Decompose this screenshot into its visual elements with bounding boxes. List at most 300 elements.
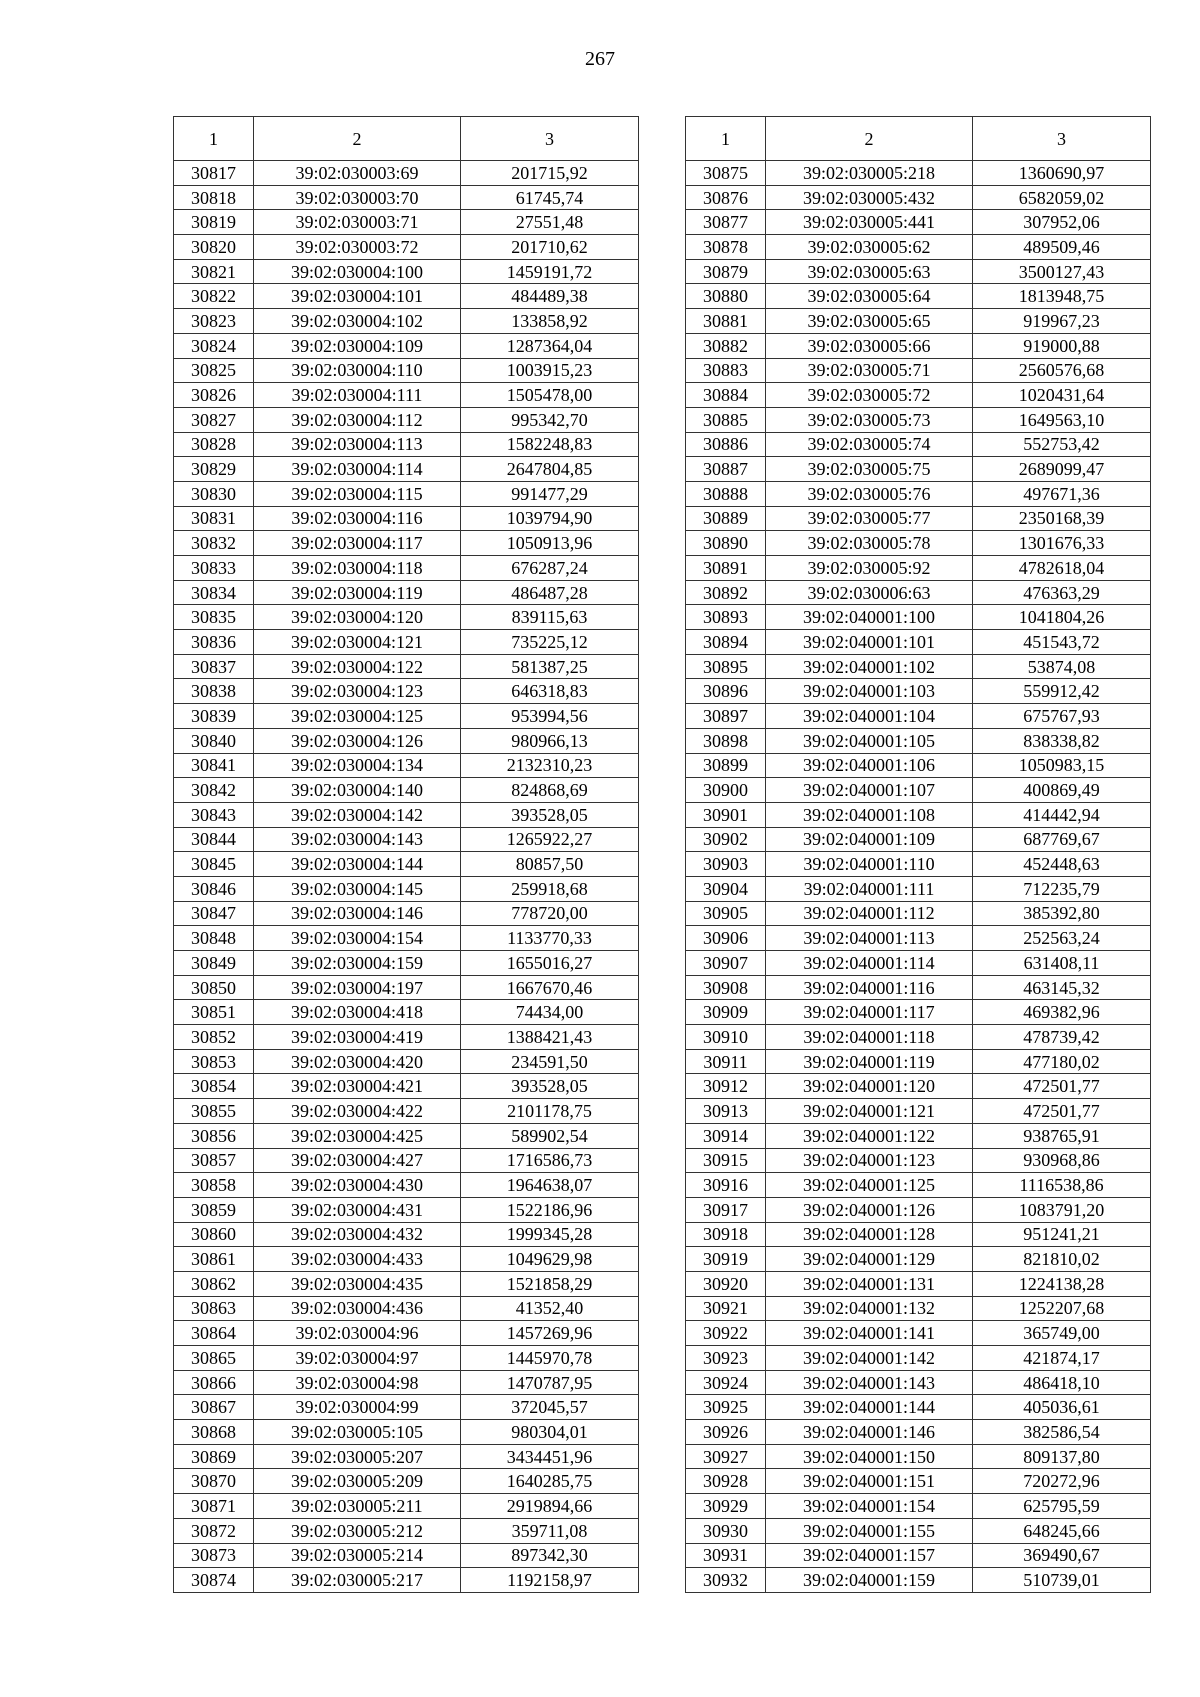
table-row (686, 284, 1151, 309)
value: 41352,40 (461, 1296, 639, 1321)
cadastral-number: 39:02:030004:144 (254, 852, 461, 877)
value: 4782618,04 (973, 556, 1151, 581)
row-number: 30899 (686, 753, 766, 778)
value: 3500127,43 (973, 259, 1151, 284)
cadastral-number: 39:02:040001:114 (766, 951, 973, 976)
row-number: 30905 (686, 901, 766, 926)
cadastral-number: 39:02:030004:97 (254, 1346, 461, 1371)
table-row (174, 1346, 639, 1371)
header-col-1: 1 (686, 117, 766, 161)
cadastral-number: 39:02:030005:432 (766, 185, 973, 210)
row-number: 30894 (686, 630, 766, 655)
value: 1582248,83 (461, 432, 639, 457)
cadastral-number: 39:02:030005:64 (766, 284, 973, 309)
value: 359711,08 (461, 1518, 639, 1543)
table-row (686, 531, 1151, 556)
header-col-3: 3 (973, 117, 1151, 161)
value: 510739,01 (973, 1568, 1151, 1593)
table-row (174, 1123, 639, 1148)
table-row (686, 1370, 1151, 1395)
table-row (174, 1321, 639, 1346)
row-number: 30900 (686, 778, 766, 803)
value: 463145,32 (973, 975, 1151, 1000)
row-number: 30831 (174, 506, 254, 531)
value: 687769,67 (973, 827, 1151, 852)
cadastral-number: 39:02:030005:218 (766, 161, 973, 186)
row-number: 30867 (174, 1395, 254, 1420)
value: 405036,61 (973, 1395, 1151, 1420)
row-number: 30833 (174, 556, 254, 581)
value: 1252207,68 (973, 1296, 1151, 1321)
value: 478739,42 (973, 1025, 1151, 1050)
value: 2647804,85 (461, 457, 639, 482)
row-number: 30897 (686, 704, 766, 729)
cadastral-number: 39:02:030004:421 (254, 1074, 461, 1099)
table-row (686, 630, 1151, 655)
row-number: 30904 (686, 876, 766, 901)
cadastral-number: 39:02:040001:102 (766, 654, 973, 679)
cadastral-number: 39:02:040001:100 (766, 605, 973, 630)
cadastral-number: 39:02:040001:150 (766, 1444, 973, 1469)
cadastral-number: 39:02:030005:76 (766, 481, 973, 506)
table-row (174, 605, 639, 630)
value: 1457269,96 (461, 1321, 639, 1346)
row-number: 30922 (686, 1321, 766, 1346)
table-row (686, 1197, 1151, 1222)
value: 469382,96 (973, 1000, 1151, 1025)
cadastral-number: 39:02:040001:111 (766, 876, 973, 901)
cadastral-number: 39:02:030004:118 (254, 556, 461, 581)
cadastral-number: 39:02:030005:214 (254, 1543, 461, 1568)
value: 1133770,33 (461, 926, 639, 951)
row-number: 30826 (174, 383, 254, 408)
row-number: 30841 (174, 753, 254, 778)
row-number: 30864 (174, 1321, 254, 1346)
table-row (174, 432, 639, 457)
cadastral-number: 39:02:040001:144 (766, 1395, 973, 1420)
value: 61745,74 (461, 185, 639, 210)
table-row (686, 1321, 1151, 1346)
value: 1039794,90 (461, 506, 639, 531)
cadastral-number: 39:02:030004:197 (254, 975, 461, 1000)
value: 919967,23 (973, 309, 1151, 334)
table-row (174, 802, 639, 827)
row-number: 30847 (174, 901, 254, 926)
cadastral-number: 39:02:040001:105 (766, 728, 973, 753)
value: 421874,17 (973, 1346, 1151, 1371)
table-row (174, 1494, 639, 1519)
table-row (686, 210, 1151, 235)
table-header-row (686, 117, 1151, 161)
table-row (174, 210, 639, 235)
row-number: 30856 (174, 1123, 254, 1148)
value: 559912,42 (973, 679, 1151, 704)
cadastral-number: 39:02:030005:78 (766, 531, 973, 556)
cadastral-number: 39:02:040001:110 (766, 852, 973, 877)
row-number: 30890 (686, 531, 766, 556)
table-row (686, 432, 1151, 457)
row-number: 30845 (174, 852, 254, 877)
row-number: 30823 (174, 309, 254, 334)
row-number: 30920 (686, 1271, 766, 1296)
row-number: 30849 (174, 951, 254, 976)
row-number: 30908 (686, 975, 766, 1000)
table-row (686, 1543, 1151, 1568)
cadastral-number: 39:02:030004:111 (254, 383, 461, 408)
cadastral-number: 39:02:030004:119 (254, 580, 461, 605)
row-number: 30839 (174, 704, 254, 729)
cadastral-number: 39:02:030004:420 (254, 1049, 461, 1074)
row-number: 30873 (174, 1543, 254, 1568)
value: 1667670,46 (461, 975, 639, 1000)
header-col-2: 2 (766, 117, 973, 161)
row-number: 30869 (174, 1444, 254, 1469)
row-number: 30925 (686, 1395, 766, 1420)
table-row (686, 951, 1151, 976)
row-number: 30911 (686, 1049, 766, 1074)
table-row (686, 1420, 1151, 1445)
cadastral-number: 39:02:030004:115 (254, 481, 461, 506)
cadastral-number: 39:02:040001:117 (766, 1000, 973, 1025)
cadastral-number: 39:02:030005:72 (766, 383, 973, 408)
cadastral-number: 39:02:030004:425 (254, 1123, 461, 1148)
cadastral-number: 39:02:030004:126 (254, 728, 461, 753)
table-row (174, 1395, 639, 1420)
row-number: 30883 (686, 358, 766, 383)
table-row (174, 1197, 639, 1222)
table-row (174, 1074, 639, 1099)
value: 1003915,23 (461, 358, 639, 383)
cadastral-number: 39:02:030005:66 (766, 333, 973, 358)
row-number: 30834 (174, 580, 254, 605)
cadastral-number: 39:02:030005:212 (254, 1518, 461, 1543)
table-row (686, 235, 1151, 260)
row-number: 30887 (686, 457, 766, 482)
cadastral-number: 39:02:030004:120 (254, 605, 461, 630)
table-row (174, 1296, 639, 1321)
row-number: 30822 (174, 284, 254, 309)
cadastral-number: 39:02:030004:142 (254, 802, 461, 827)
table-row (686, 679, 1151, 704)
right-table (685, 116, 1151, 1593)
value: 74434,00 (461, 1000, 639, 1025)
row-number: 30844 (174, 827, 254, 852)
cadastral-number: 39:02:030006:63 (766, 580, 973, 605)
value: 53874,08 (973, 654, 1151, 679)
row-number: 30870 (174, 1469, 254, 1494)
cadastral-number: 39:02:030004:433 (254, 1247, 461, 1272)
row-number: 30892 (686, 580, 766, 605)
value: 1287364,04 (461, 333, 639, 358)
row-number: 30878 (686, 235, 766, 260)
table-row (686, 1025, 1151, 1050)
row-number: 30923 (686, 1346, 766, 1371)
row-number: 30859 (174, 1197, 254, 1222)
header-col-2: 2 (254, 117, 461, 161)
row-number: 30924 (686, 1370, 766, 1395)
cadastral-number: 39:02:030004:134 (254, 753, 461, 778)
value: 393528,05 (461, 1074, 639, 1099)
row-number: 30830 (174, 481, 254, 506)
row-number: 30930 (686, 1518, 766, 1543)
cadastral-number: 39:02:040001:125 (766, 1173, 973, 1198)
table-row (174, 630, 639, 655)
row-number: 30915 (686, 1148, 766, 1173)
table-row (174, 827, 639, 852)
cadastral-number: 39:02:040001:108 (766, 802, 973, 827)
table-row (174, 556, 639, 581)
cadastral-number: 39:02:040001:154 (766, 1494, 973, 1519)
row-number: 30854 (174, 1074, 254, 1099)
table-row (174, 926, 639, 951)
row-number: 30872 (174, 1518, 254, 1543)
value: 80857,50 (461, 852, 639, 877)
value: 821810,02 (973, 1247, 1151, 1272)
cadastral-number: 39:02:030004:422 (254, 1099, 461, 1124)
row-number: 30874 (174, 1568, 254, 1593)
row-number: 30882 (686, 333, 766, 358)
table-row (174, 185, 639, 210)
value: 372045,57 (461, 1395, 639, 1420)
cadastral-number: 39:02:030005:73 (766, 407, 973, 432)
table-row (174, 506, 639, 531)
value: 2101178,75 (461, 1099, 639, 1124)
cadastral-number: 39:02:030004:114 (254, 457, 461, 482)
value: 648245,66 (973, 1518, 1151, 1543)
value: 1049629,98 (461, 1247, 639, 1272)
row-number: 30917 (686, 1197, 766, 1222)
cadastral-number: 39:02:030004:146 (254, 901, 461, 926)
cadastral-number: 39:02:030005:63 (766, 259, 973, 284)
cadastral-number: 39:02:040001:121 (766, 1099, 973, 1124)
row-number: 30862 (174, 1271, 254, 1296)
value: 839115,63 (461, 605, 639, 630)
row-number: 30863 (174, 1296, 254, 1321)
row-number: 30858 (174, 1173, 254, 1198)
cadastral-number: 39:02:030004:123 (254, 679, 461, 704)
table-row (174, 580, 639, 605)
header-col-3: 3 (461, 117, 639, 161)
value: 476363,29 (973, 580, 1151, 605)
value: 2132310,23 (461, 753, 639, 778)
row-number: 30909 (686, 1000, 766, 1025)
cadastral-number: 39:02:040001:118 (766, 1025, 973, 1050)
value: 1459191,72 (461, 259, 639, 284)
row-number: 30898 (686, 728, 766, 753)
value: 1083791,20 (973, 1197, 1151, 1222)
value: 720272,96 (973, 1469, 1151, 1494)
cadastral-number: 39:02:040001:113 (766, 926, 973, 951)
row-number: 30891 (686, 556, 766, 581)
row-number: 30876 (686, 185, 766, 210)
table-row (686, 309, 1151, 334)
cadastral-number: 39:02:030005:75 (766, 457, 973, 482)
value: 1813948,75 (973, 284, 1151, 309)
row-number: 30929 (686, 1494, 766, 1519)
cadastral-number: 39:02:030004:143 (254, 827, 461, 852)
value: 631408,11 (973, 951, 1151, 976)
cadastral-number: 39:02:040001:106 (766, 753, 973, 778)
value: 1649563,10 (973, 407, 1151, 432)
value: 2689099,47 (973, 457, 1151, 482)
cadastral-number: 39:02:030004:436 (254, 1296, 461, 1321)
table-row (686, 1222, 1151, 1247)
row-number: 30838 (174, 679, 254, 704)
row-number: 30881 (686, 309, 766, 334)
row-number: 30821 (174, 259, 254, 284)
value: 497671,36 (973, 481, 1151, 506)
value: 1716586,73 (461, 1148, 639, 1173)
value: 951241,21 (973, 1222, 1151, 1247)
table-row (686, 1271, 1151, 1296)
cadastral-number: 39:02:030005:209 (254, 1469, 461, 1494)
row-number: 30913 (686, 1099, 766, 1124)
table-row (686, 185, 1151, 210)
cadastral-number: 39:02:030005:71 (766, 358, 973, 383)
row-number: 30877 (686, 210, 766, 235)
cadastral-number: 39:02:030004:96 (254, 1321, 461, 1346)
cadastral-number: 39:02:040001:129 (766, 1247, 973, 1272)
cadastral-number: 39:02:030004:432 (254, 1222, 461, 1247)
value: 625795,59 (973, 1494, 1151, 1519)
value: 486487,28 (461, 580, 639, 605)
table-row (174, 235, 639, 260)
row-number: 30865 (174, 1346, 254, 1371)
row-number: 30884 (686, 383, 766, 408)
table-row (686, 1000, 1151, 1025)
value: 486418,10 (973, 1370, 1151, 1395)
table-row (174, 1222, 639, 1247)
row-number: 30851 (174, 1000, 254, 1025)
cadastral-number: 39:02:040001:128 (766, 1222, 973, 1247)
row-number: 30895 (686, 654, 766, 679)
row-number: 30903 (686, 852, 766, 877)
value: 2560576,68 (973, 358, 1151, 383)
table-row (686, 1494, 1151, 1519)
row-number: 30827 (174, 407, 254, 432)
cadastral-number: 39:02:040001:116 (766, 975, 973, 1000)
value: 1050913,96 (461, 531, 639, 556)
table-row (174, 704, 639, 729)
value: 133858,92 (461, 309, 639, 334)
value: 1640285,75 (461, 1469, 639, 1494)
row-number: 30855 (174, 1099, 254, 1124)
table-row (174, 309, 639, 334)
value: 1050983,15 (973, 753, 1151, 778)
row-number: 30902 (686, 827, 766, 852)
row-number: 30928 (686, 1469, 766, 1494)
table-row (174, 1444, 639, 1469)
row-number: 30820 (174, 235, 254, 260)
cadastral-number: 39:02:040001:132 (766, 1296, 973, 1321)
value: 646318,83 (461, 679, 639, 704)
row-number: 30842 (174, 778, 254, 803)
value: 930968,86 (973, 1148, 1151, 1173)
row-number: 30853 (174, 1049, 254, 1074)
cadastral-number: 39:02:040001:101 (766, 630, 973, 655)
cadastral-number: 39:02:030004:110 (254, 358, 461, 383)
cadastral-number: 39:02:030004:427 (254, 1148, 461, 1173)
cadastral-number: 39:02:040001:104 (766, 704, 973, 729)
table-row (686, 1346, 1151, 1371)
cadastral-number: 39:02:040001:159 (766, 1568, 973, 1593)
table-row (686, 654, 1151, 679)
cadastral-number: 39:02:040001:123 (766, 1148, 973, 1173)
cadastral-number: 39:02:030004:419 (254, 1025, 461, 1050)
table-row (174, 654, 639, 679)
value: 6582059,02 (973, 185, 1151, 210)
row-number: 30907 (686, 951, 766, 976)
table-row (174, 1543, 639, 1568)
table-row (686, 383, 1151, 408)
table-row (174, 1173, 639, 1198)
row-number: 30886 (686, 432, 766, 457)
table-row (686, 1099, 1151, 1124)
value: 735225,12 (461, 630, 639, 655)
value: 382586,54 (973, 1420, 1151, 1445)
cadastral-number: 39:02:030004:418 (254, 1000, 461, 1025)
cadastral-number: 39:02:030004:98 (254, 1370, 461, 1395)
row-number: 30828 (174, 432, 254, 457)
row-number: 30829 (174, 457, 254, 482)
cadastral-number: 39:02:030004:101 (254, 284, 461, 309)
cadastral-number: 39:02:040001:131 (766, 1271, 973, 1296)
table-row (686, 1148, 1151, 1173)
cadastral-number: 39:02:030004:112 (254, 407, 461, 432)
row-number: 30825 (174, 358, 254, 383)
table-row (174, 951, 639, 976)
table-row (174, 1518, 639, 1543)
cadastral-number: 39:02:030004:159 (254, 951, 461, 976)
row-number: 30914 (686, 1123, 766, 1148)
value: 589902,54 (461, 1123, 639, 1148)
value: 1265922,27 (461, 827, 639, 852)
row-number: 30896 (686, 679, 766, 704)
row-number: 30906 (686, 926, 766, 951)
value: 980966,13 (461, 728, 639, 753)
cadastral-number: 39:02:040001:141 (766, 1321, 973, 1346)
row-number: 30837 (174, 654, 254, 679)
cadastral-number: 39:02:030005:441 (766, 210, 973, 235)
value: 1041804,26 (973, 605, 1151, 630)
cadastral-number: 39:02:030004:99 (254, 1395, 461, 1420)
value: 484489,38 (461, 284, 639, 309)
table-row (174, 1420, 639, 1445)
row-number: 30836 (174, 630, 254, 655)
value: 676287,24 (461, 556, 639, 581)
row-number: 30910 (686, 1025, 766, 1050)
cadastral-number: 39:02:030005:74 (766, 432, 973, 457)
cadastral-number: 39:02:030004:154 (254, 926, 461, 951)
table-row (686, 1395, 1151, 1420)
value: 1360690,97 (973, 161, 1151, 186)
table-row (174, 259, 639, 284)
table-row (686, 407, 1151, 432)
row-number: 30921 (686, 1296, 766, 1321)
value: 369490,67 (973, 1543, 1151, 1568)
table-row (686, 1173, 1151, 1198)
value: 778720,00 (461, 901, 639, 926)
table-row (686, 161, 1151, 186)
cadastral-number: 39:02:030004:121 (254, 630, 461, 655)
table-row (686, 827, 1151, 852)
table-row (174, 1148, 639, 1173)
table-row (174, 407, 639, 432)
row-number: 30889 (686, 506, 766, 531)
row-number: 30835 (174, 605, 254, 630)
table-row (686, 1247, 1151, 1272)
table-row (686, 901, 1151, 926)
